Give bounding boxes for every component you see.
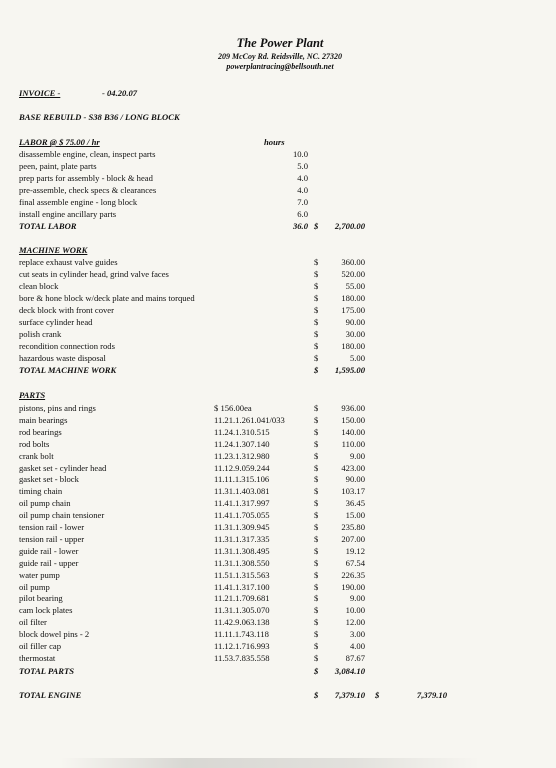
parts-item-dollar: $ <box>314 569 319 580</box>
parts-item-amount: 9.00 <box>349 450 365 461</box>
parts-total-dollar: $ <box>314 666 319 676</box>
parts-item-desc: cam lock plates <box>19 605 73 616</box>
parts-item-desc: tension rail - upper <box>19 533 85 544</box>
parts-item-desc: gasket set - cylinder head <box>19 462 107 473</box>
machine-item-dollar: $ <box>314 257 319 267</box>
parts-item-dollar: $ <box>314 581 319 592</box>
machine-item-dollar: $ <box>314 281 319 291</box>
labor-total-hours: 36.0 <box>292 221 308 231</box>
labor-item-hours: 5.0 <box>297 161 308 171</box>
labor-item-desc: final assemble engine - long block <box>19 197 138 207</box>
machine-item-desc: replace exhaust valve guides <box>19 257 118 267</box>
labor-item-hours: 10.0 <box>292 149 308 159</box>
machine-item-desc: recondition connection rods <box>19 341 115 351</box>
machine-item-desc: hazardous waste disposal <box>19 353 106 363</box>
parts-item-dollar: $ <box>314 652 319 663</box>
scan-smudge <box>60 758 480 768</box>
labor-item-hours: 6.0 <box>297 209 308 219</box>
parts-item-amount: 9.00 <box>349 593 365 604</box>
parts-item-amount: 19.12 <box>345 545 365 556</box>
parts-item-amount: 12.00 <box>345 617 365 628</box>
parts-item-dollar: $ <box>314 462 319 473</box>
labor-total-label: TOTAL LABOR <box>19 221 77 231</box>
parts-item-dollar: $ <box>314 593 319 604</box>
parts-item-desc: tension rail - lower <box>19 522 85 532</box>
machine-item-amount: 55.00 <box>345 281 365 291</box>
invoice-date: - 04.20.07 <box>102 88 138 98</box>
parts-item-code: 11.21.1.709.681 <box>214 593 270 604</box>
parts-item-code: 11.24.1.310.515 <box>214 426 270 437</box>
labor-item-hours: 7.0 <box>297 197 308 207</box>
total-engine-dollar-2: $ <box>375 690 380 700</box>
parts-item-desc: gasket set - block <box>19 474 79 485</box>
parts-item-dollar: $ <box>314 474 319 485</box>
machine-total-label: TOTAL MACHINE WORK <box>19 365 117 375</box>
parts-item-code: 11.12.1.716.993 <box>214 641 270 651</box>
labor-item-desc: pre-assemble, check specs & clearances <box>19 185 157 195</box>
parts-item-amount: 3.00 <box>349 629 365 640</box>
invoice-label: INVOICE - <box>19 88 61 98</box>
parts-item-dollar: $ <box>314 629 319 640</box>
parts-item-dollar: $ <box>314 617 319 628</box>
machine-item-dollar: $ <box>314 329 319 339</box>
parts-item-amount: 4.00 <box>349 641 365 651</box>
parts-item-desc: oil pump <box>19 581 50 592</box>
parts-item-desc: pistons, pins and rings <box>19 403 96 413</box>
parts-item-dollar: $ <box>314 545 319 556</box>
parts-item-code: 11.24.1.307.140 <box>214 438 270 449</box>
machine-item-dollar: $ <box>314 317 319 327</box>
parts-item-desc: crank bolt <box>19 450 54 461</box>
parts-item-desc: timing chain <box>19 486 63 497</box>
parts-item-dollar: $ <box>314 438 319 449</box>
parts-item-dollar: $ <box>314 533 319 544</box>
parts-item-desc: oil pump chain tensioner <box>19 510 105 521</box>
labor-item-desc: install engine ancillary parts <box>19 209 117 219</box>
parts-item-dollar: $ <box>314 426 319 437</box>
parts-item-amount: 103.17 <box>341 486 365 497</box>
parts-item-amount: 190.00 <box>341 581 365 592</box>
parts-item-desc: oil filler cap <box>19 641 61 651</box>
parts-item-code: 11.42.9.063.138 <box>214 617 270 628</box>
parts-heading: PARTS <box>19 390 46 400</box>
labor-item-hours: 4.0 <box>297 185 308 195</box>
machine-item-dollar: $ <box>314 305 319 315</box>
parts-item-amount: 67.54 <box>345 557 365 568</box>
parts-item-desc: oil pump chain <box>19 498 71 509</box>
machine-total-amount: 1,595.00 <box>334 365 365 375</box>
machine-item-dollar: $ <box>314 293 319 303</box>
total-engine-amount: 7,379.10 <box>334 690 365 700</box>
machine-item-desc: surface cylinder head <box>19 317 93 327</box>
total-engine-dollar: $ <box>314 690 319 700</box>
parts-item-amount: 36.45 <box>345 498 365 509</box>
parts-item-amount: 226.35 <box>341 569 365 580</box>
parts-item-amount: 207.00 <box>341 533 365 544</box>
parts-item-code: 11.21.1.261.041/033 <box>214 414 285 425</box>
total-engine-amount-2: 7,379.10 <box>416 690 447 700</box>
parts-item-dollar: $ <box>314 522 319 532</box>
parts-item-desc: oil filter <box>19 617 47 628</box>
parts-item-desc: thermostat <box>19 652 56 663</box>
parts-item-code: $ 156.00ea <box>214 403 252 413</box>
machine-item-amount: 180.00 <box>341 293 365 303</box>
machine-item-dollar: $ <box>314 341 319 351</box>
parts-item-amount: 10.00 <box>345 605 365 616</box>
parts-item-code: 11.41.1.705.055 <box>214 510 270 521</box>
parts-item-code: 11.41.1.317.100 <box>214 581 270 592</box>
machine-item-amount: 180.00 <box>341 341 365 351</box>
machine-item-amount: 360.00 <box>341 257 365 267</box>
machine-item-amount: 90.00 <box>345 317 365 327</box>
labor-total-dollar: $ <box>314 221 319 231</box>
parts-item-desc: rod bearings <box>19 426 62 437</box>
parts-item-desc: main bearings <box>19 414 68 425</box>
parts-item-code: 11.41.1.317.997 <box>214 498 270 509</box>
machine-item-desc: bore & hone block w/deck plate and mains torqued <box>19 293 195 303</box>
machine-item-desc: deck block with front cover <box>19 305 114 315</box>
parts-item-dollar: $ <box>314 414 319 425</box>
machine-heading: MACHINE WORK <box>19 245 88 255</box>
parts-item-code: 11.51.1.315.563 <box>214 569 270 580</box>
parts-item-code: 11.23.1.312.980 <box>214 450 270 461</box>
parts-item-code: 11.11.1.743.118 <box>214 629 269 640</box>
parts-item-dollar: $ <box>314 557 319 568</box>
machine-item-desc: cut seats in cylinder head, grind valve faces <box>19 269 169 279</box>
parts-item-desc: rod bolts <box>19 438 50 449</box>
parts-item-dollar: $ <box>314 403 319 413</box>
parts-item-desc: pilot bearing <box>19 593 63 604</box>
company-address: 209 McCoy Rd. Reidsville, NC. 27320 <box>218 52 342 61</box>
parts-item-desc: guide rail - lower <box>19 545 79 556</box>
parts-item-code: 11.31.1.305.070 <box>214 605 270 616</box>
parts-item-amount: 150.00 <box>341 414 365 425</box>
parts-item-amount: 936.00 <box>341 403 365 413</box>
parts-item-code: 11.31.1.403.081 <box>214 486 270 497</box>
parts-item-dollar: $ <box>314 641 319 651</box>
parts-item-dollar: $ <box>314 510 319 521</box>
machine-total-dollar: $ <box>314 365 319 375</box>
parts-item-dollar: $ <box>314 486 319 497</box>
labor-heading: LABOR @ $ 75.00 / hr <box>19 137 100 147</box>
machine-item-amount: 175.00 <box>341 305 365 315</box>
parts-item-dollar: $ <box>314 605 319 616</box>
parts-item-code: 11.53.7.835.558 <box>214 652 270 663</box>
parts-item-code: 11.31.1.308.550 <box>214 557 270 568</box>
parts-item-amount: 90.00 <box>345 474 365 485</box>
parts-item-amount: 423.00 <box>341 462 365 473</box>
machine-item-amount: 520.00 <box>341 269 365 279</box>
parts-item-code: 11.12.9.059.244 <box>214 462 270 473</box>
parts-item-amount: 15.00 <box>345 510 365 521</box>
machine-item-amount: 30.00 <box>345 329 365 339</box>
parts-item-code: 11.31.1.309.945 <box>214 522 270 532</box>
parts-item-amount: 110.00 <box>341 438 365 449</box>
machine-item-dollar: $ <box>314 353 319 363</box>
parts-item-dollar: $ <box>314 450 319 461</box>
hours-header: hours <box>264 137 285 147</box>
parts-item-amount: 87.67 <box>345 652 365 663</box>
parts-item-code: 11.31.1.308.495 <box>214 545 270 556</box>
parts-total-amount: 3,084.10 <box>334 666 365 676</box>
company-email: powerplantracing@bellsouth.net <box>226 62 334 71</box>
labor-item-desc: prep parts for assembly - block & head <box>19 173 153 183</box>
labor-item-desc: disassemble engine, clean, inspect parts <box>19 149 156 159</box>
labor-item-hours: 4.0 <box>297 173 308 183</box>
parts-item-code: 11.11.1.315.106 <box>214 474 270 485</box>
parts-item-amount: 235.80 <box>341 522 365 532</box>
parts-item-desc: block dowel pins - 2 <box>19 629 90 640</box>
parts-item-code: 11.31.1.317.335 <box>214 533 270 544</box>
company-name: The Power Plant <box>236 36 324 50</box>
machine-item-desc: polish crank <box>19 329 62 339</box>
machine-item-amount: 5.00 <box>349 353 365 363</box>
parts-item-desc: guide rail - upper <box>19 557 79 568</box>
machine-item-desc: clean block <box>19 281 59 291</box>
invoice-subject: BASE REBUILD - S38 B36 / LONG BLOCK <box>19 112 180 122</box>
labor-total-amount: 2,700.00 <box>334 221 365 231</box>
parts-item-dollar: $ <box>314 498 319 509</box>
labor-item-desc: peen, paint, plate parts <box>19 161 97 171</box>
parts-total-label: TOTAL PARTS <box>19 666 74 676</box>
parts-item-desc: water pump <box>19 569 60 580</box>
total-engine-label: TOTAL ENGINE <box>19 690 82 700</box>
machine-item-dollar: $ <box>314 269 319 279</box>
parts-item-amount: 140.00 <box>341 426 365 437</box>
